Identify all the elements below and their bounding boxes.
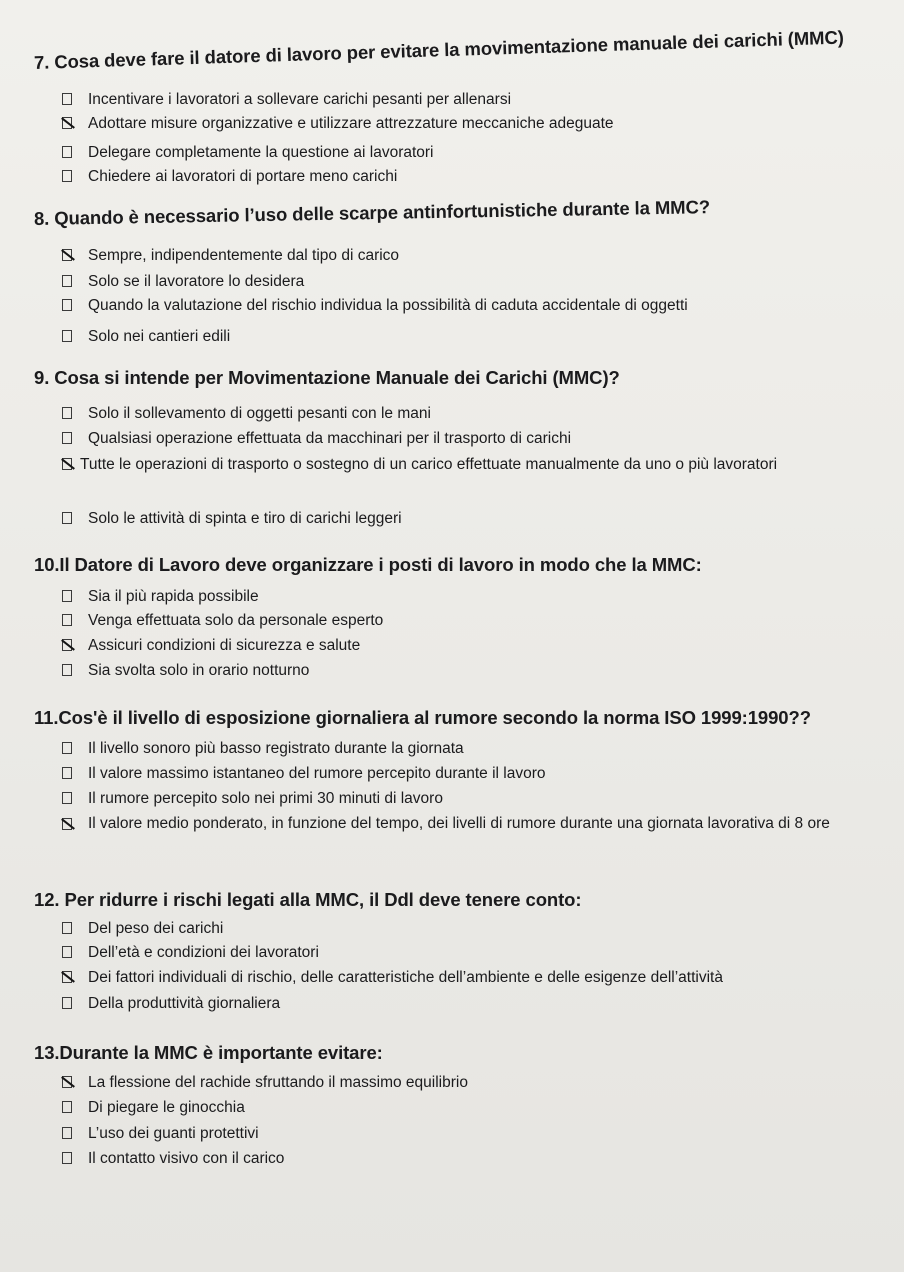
- option-label: Delegare completamente la questione ai lavoratori: [88, 144, 434, 161]
- checkbox[interactable]: [62, 614, 72, 626]
- option-label: Tutte le operazioni di trasporto o sostegno di un carico effettuate manualmente da uno o più lavoratori: [80, 456, 778, 473]
- checkbox[interactable]: [62, 997, 72, 1009]
- checkbox[interactable]: [62, 590, 72, 602]
- checkbox[interactable]: [62, 299, 72, 311]
- checkbox[interactable]: [62, 170, 72, 182]
- checkbox[interactable]: [62, 922, 72, 934]
- checkbox[interactable]: [62, 767, 72, 779]
- option-label: La flessione del rachide sfruttando il massimo equilibrio: [88, 1074, 468, 1091]
- checkbox[interactable]: [62, 146, 72, 158]
- option-label: Dell’età e condizioni dei lavoratori: [88, 944, 319, 961]
- option-label: Dei fattori individuali di rischio, delle caratteristiche dell’ambiente e delle esigenze dell’attività: [88, 969, 723, 986]
- checkbox-checked[interactable]: [62, 1076, 72, 1088]
- checkbox-checked[interactable]: [62, 458, 72, 470]
- option-label: Solo il sollevamento di oggetti pesanti con le mani: [88, 405, 431, 422]
- option-label: Chiedere ai lavoratori di portare meno carichi: [88, 168, 398, 185]
- checkbox-checked[interactable]: [62, 117, 72, 129]
- checkbox[interactable]: [62, 432, 72, 444]
- option-label: Adottare misure organizzative e utilizzare attrezzature meccaniche adeguate: [88, 115, 614, 132]
- option-label: Solo le attività di spinta e tiro di carichi leggeri: [88, 510, 402, 527]
- option-label: Incentivare i lavoratori a sollevare carichi pesanti per allenarsi: [88, 91, 512, 108]
- checkbox[interactable]: [62, 1101, 72, 1113]
- option-label: Il contatto visivo con il carico: [88, 1150, 285, 1167]
- option-label: Del peso dei carichi: [88, 920, 224, 937]
- checkbox[interactable]: [62, 330, 72, 342]
- checkbox-checked[interactable]: [62, 971, 72, 983]
- checkbox[interactable]: [62, 664, 72, 676]
- question-title: 10.Il Datore di Lavoro deve organizzare i posti di lavoro in modo che la MMC:: [34, 554, 702, 575]
- checkbox-checked[interactable]: [62, 249, 72, 261]
- option-label: L’uso dei guanti protettivi: [88, 1125, 259, 1142]
- option-label: Assicuri condizioni di sicurezza e salute: [88, 637, 361, 654]
- option-label: Di piegare le ginocchia: [88, 1099, 245, 1116]
- question-title: 8. Quando è necessario l’uso delle scarpe antinfortunistiche durante la MMC?: [33, 196, 711, 229]
- checkbox[interactable]: [62, 1127, 72, 1139]
- checkbox[interactable]: [62, 742, 72, 754]
- option-label: Sempre, indipendentemente dal tipo di carico: [88, 247, 400, 264]
- question-title: 9. Cosa si intende per Movimentazione Manuale dei Carichi (MMC)?: [34, 367, 620, 388]
- checkbox-checked[interactable]: [62, 818, 72, 830]
- checkbox[interactable]: [62, 946, 72, 958]
- option-label: Il valore massimo istantaneo del rumore percepito durante il lavoro: [88, 765, 546, 782]
- question-title: 7. Cosa deve fare il datore di lavoro per evitare la movimentazione manuale dei carichi (MMC): [33, 26, 845, 73]
- checkbox[interactable]: [62, 93, 72, 105]
- question-title: 11.Cos'è il livello di esposizione giornaliera al rumore secondo la norma ISO 1999:1990??: [34, 707, 811, 728]
- checkbox[interactable]: [62, 275, 72, 287]
- question-title: 13.Durante la MMC è importante evitare:: [34, 1042, 383, 1063]
- checkbox[interactable]: [62, 1152, 72, 1164]
- checkbox-checked[interactable]: [62, 639, 72, 651]
- option-label: Qualsiasi operazione effettuata da macchinari per il trasporto di carichi: [88, 430, 572, 447]
- option-label: Quando la valutazione del rischio individua la possibilità di caduta accidentale di oggetti: [88, 297, 688, 314]
- checkbox[interactable]: [62, 792, 72, 804]
- option-label: Sia il più rapida possibile: [88, 588, 259, 605]
- option-label: Solo nei cantieri edili: [88, 328, 231, 345]
- option-label: Il valore medio ponderato, in funzione del tempo, dei livelli di rumore durante una giornata lavorativa di 8 ore: [88, 815, 830, 832]
- question-title: 12. Per ridurre i rischi legati alla MMC, il Ddl deve tenere conto:: [34, 889, 582, 910]
- option-label: Solo se il lavoratore lo desidera: [88, 273, 305, 290]
- option-label: Il rumore percepito solo nei primi 30 minuti di lavoro: [88, 790, 443, 807]
- option-label: Venga effettuata solo da personale esperto: [88, 612, 384, 629]
- option-label: Della produttività giornaliera: [88, 995, 281, 1012]
- checkbox[interactable]: [62, 512, 72, 524]
- option-label: Il livello sonoro più basso registrato durante la giornata: [88, 740, 464, 757]
- option-label: Sia svolta solo in orario notturno: [88, 662, 310, 679]
- checkbox[interactable]: [62, 407, 72, 419]
